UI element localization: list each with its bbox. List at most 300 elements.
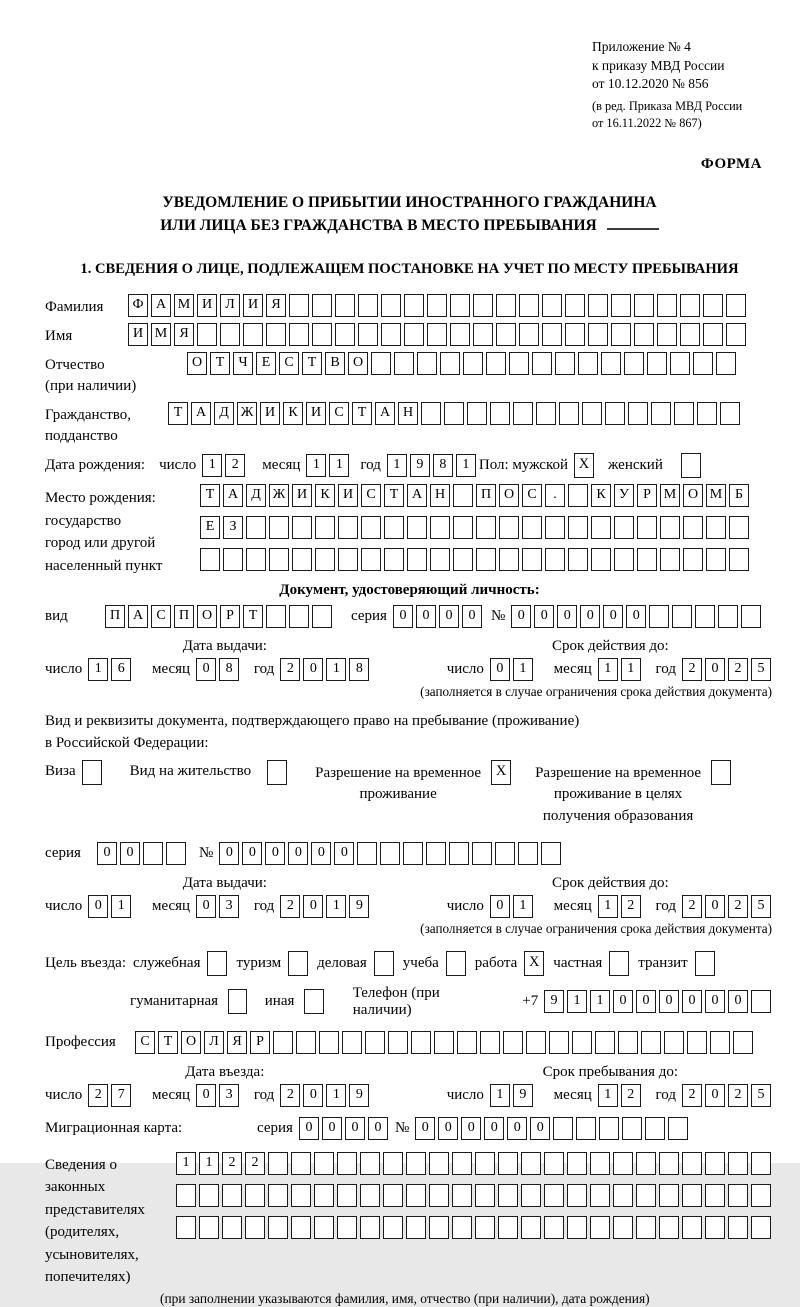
char-box[interactable]: Т xyxy=(158,1031,178,1054)
char-box[interactable]: Т xyxy=(352,402,372,425)
residence-expiry-day[interactable] xyxy=(490,895,536,918)
char-box[interactable]: С xyxy=(135,1031,155,1054)
char-box[interactable]: 0 xyxy=(196,895,216,918)
char-box[interactable] xyxy=(380,842,400,865)
char-box[interactable]: 0 xyxy=(322,1117,342,1140)
char-box[interactable]: О xyxy=(181,1031,201,1054)
char-box[interactable] xyxy=(672,605,692,628)
name-boxes[interactable] xyxy=(128,323,749,346)
phone-boxes[interactable] xyxy=(544,990,774,1013)
char-box[interactable] xyxy=(637,548,657,571)
char-box[interactable] xyxy=(289,294,309,317)
char-box[interactable]: 2 xyxy=(280,895,300,918)
iddoc-number-boxes[interactable] xyxy=(511,605,764,628)
sex-male-checkbox[interactable]: X xyxy=(574,453,594,478)
char-box[interactable]: 0 xyxy=(439,605,459,628)
purpose-study-checkbox[interactable] xyxy=(446,951,466,976)
char-box[interactable] xyxy=(544,1152,564,1175)
iddoc-issue-year[interactable] xyxy=(280,658,372,681)
char-box[interactable] xyxy=(199,1216,219,1239)
char-box[interactable]: С xyxy=(522,484,542,507)
char-box[interactable] xyxy=(200,548,220,571)
char-box[interactable]: 0 xyxy=(603,605,623,628)
char-box[interactable] xyxy=(268,1184,288,1207)
char-box[interactable] xyxy=(657,323,677,346)
char-box[interactable] xyxy=(338,516,358,539)
char-box[interactable]: 2 xyxy=(682,895,702,918)
char-box[interactable] xyxy=(683,548,703,571)
char-box[interactable] xyxy=(674,402,694,425)
char-box[interactable]: Р xyxy=(637,484,657,507)
char-box[interactable]: 0 xyxy=(438,1117,458,1140)
char-box[interactable] xyxy=(611,294,631,317)
char-box[interactable] xyxy=(407,516,427,539)
char-box[interactable] xyxy=(649,605,669,628)
char-box[interactable] xyxy=(476,516,496,539)
char-box[interactable] xyxy=(426,842,446,865)
char-box[interactable] xyxy=(572,1031,592,1054)
representatives-boxes-row2[interactable] xyxy=(176,1184,774,1207)
char-box[interactable]: 2 xyxy=(682,1084,702,1107)
char-box[interactable]: А xyxy=(223,484,243,507)
char-box[interactable] xyxy=(695,605,715,628)
char-box[interactable] xyxy=(498,1152,518,1175)
patronymic-boxes[interactable] xyxy=(187,352,739,375)
char-box[interactable]: 0 xyxy=(461,1117,481,1140)
char-box[interactable] xyxy=(314,1184,334,1207)
char-box[interactable] xyxy=(384,548,404,571)
char-box[interactable] xyxy=(434,1031,454,1054)
char-box[interactable] xyxy=(475,1216,495,1239)
char-box[interactable]: 0 xyxy=(219,842,239,865)
char-box[interactable]: 0 xyxy=(580,605,600,628)
char-box[interactable]: 0 xyxy=(242,842,262,865)
char-box[interactable] xyxy=(371,352,391,375)
char-box[interactable] xyxy=(647,352,667,375)
char-box[interactable] xyxy=(315,516,335,539)
char-box[interactable] xyxy=(513,402,533,425)
char-box[interactable] xyxy=(751,1152,771,1175)
char-box[interactable] xyxy=(659,1152,679,1175)
char-box[interactable]: И xyxy=(243,294,263,317)
char-box[interactable] xyxy=(599,1117,619,1140)
residence-expiry-year[interactable] xyxy=(682,895,774,918)
char-box[interactable] xyxy=(555,352,575,375)
char-box[interactable] xyxy=(243,323,263,346)
char-box[interactable]: 1 xyxy=(326,658,346,681)
char-box[interactable] xyxy=(605,402,625,425)
char-box[interactable] xyxy=(682,1152,702,1175)
char-box[interactable] xyxy=(710,1031,730,1054)
char-box[interactable]: 0 xyxy=(265,842,285,865)
char-box[interactable] xyxy=(498,1184,518,1207)
representatives-boxes-row3[interactable] xyxy=(176,1216,774,1239)
char-box[interactable] xyxy=(176,1216,196,1239)
char-box[interactable]: 1 xyxy=(329,454,349,477)
char-box[interactable]: У xyxy=(614,484,634,507)
char-box[interactable]: Л xyxy=(204,1031,224,1054)
char-box[interactable]: 1 xyxy=(199,1152,219,1175)
char-box[interactable] xyxy=(452,1184,472,1207)
purpose-other-checkbox[interactable] xyxy=(304,989,323,1014)
purpose-private-checkbox[interactable] xyxy=(609,951,629,976)
char-box[interactable]: 0 xyxy=(311,842,331,865)
char-box[interactable] xyxy=(429,1184,449,1207)
char-box[interactable]: 1 xyxy=(456,454,476,477)
char-box[interactable]: 1 xyxy=(202,454,222,477)
char-box[interactable] xyxy=(245,1216,265,1239)
char-box[interactable]: 3 xyxy=(219,1084,239,1107)
residence-expiry-month[interactable] xyxy=(598,895,644,918)
char-box[interactable]: 0 xyxy=(288,842,308,865)
char-box[interactable]: 2 xyxy=(728,895,748,918)
char-box[interactable]: 1 xyxy=(513,895,533,918)
char-box[interactable] xyxy=(567,1152,587,1175)
char-box[interactable]: Л xyxy=(220,294,240,317)
char-box[interactable] xyxy=(544,1216,564,1239)
char-box[interactable]: 2 xyxy=(222,1152,242,1175)
char-box[interactable] xyxy=(406,1152,426,1175)
char-box[interactable]: 2 xyxy=(682,658,702,681)
char-box[interactable] xyxy=(682,1184,702,1207)
char-box[interactable] xyxy=(176,1184,196,1207)
char-box[interactable]: 8 xyxy=(349,658,369,681)
residence-series-boxes[interactable] xyxy=(97,842,189,865)
char-box[interactable] xyxy=(624,352,644,375)
char-box[interactable] xyxy=(383,1216,403,1239)
char-box[interactable]: Р xyxy=(250,1031,270,1054)
char-box[interactable] xyxy=(312,294,332,317)
char-box[interactable]: 1 xyxy=(387,454,407,477)
iddoc-issue-month[interactable] xyxy=(196,658,242,681)
char-box[interactable] xyxy=(726,294,746,317)
char-box[interactable]: Н xyxy=(430,484,450,507)
char-box[interactable]: И xyxy=(292,484,312,507)
char-box[interactable] xyxy=(291,1152,311,1175)
char-box[interactable] xyxy=(542,294,562,317)
char-box[interactable]: 6 xyxy=(111,658,131,681)
char-box[interactable] xyxy=(407,548,427,571)
char-box[interactable] xyxy=(591,548,611,571)
char-box[interactable] xyxy=(453,516,473,539)
char-box[interactable]: Д xyxy=(214,402,234,425)
char-box[interactable]: 1 xyxy=(598,1084,618,1107)
char-box[interactable] xyxy=(590,1152,610,1175)
stay-month[interactable] xyxy=(598,1084,644,1107)
char-box[interactable]: 0 xyxy=(682,990,702,1013)
char-box[interactable] xyxy=(427,294,447,317)
migration-card-series-boxes[interactable] xyxy=(299,1117,391,1140)
char-box[interactable]: 0 xyxy=(490,658,510,681)
char-box[interactable] xyxy=(495,842,515,865)
char-box[interactable] xyxy=(480,1031,500,1054)
char-box[interactable]: Б xyxy=(729,484,749,507)
sex-female-checkbox[interactable] xyxy=(681,453,701,478)
char-box[interactable] xyxy=(559,402,579,425)
char-box[interactable] xyxy=(613,1216,633,1239)
char-box[interactable] xyxy=(705,1216,725,1239)
char-box[interactable] xyxy=(706,516,726,539)
char-box[interactable] xyxy=(636,1216,656,1239)
char-box[interactable]: 1 xyxy=(490,1084,510,1107)
char-box[interactable]: П xyxy=(174,605,194,628)
char-box[interactable]: 3 xyxy=(219,895,239,918)
char-box[interactable] xyxy=(289,605,309,628)
char-box[interactable] xyxy=(728,1152,748,1175)
char-box[interactable]: Т xyxy=(200,484,220,507)
purpose-business-checkbox[interactable] xyxy=(374,951,394,976)
char-box[interactable] xyxy=(450,323,470,346)
char-box[interactable] xyxy=(335,294,355,317)
char-box[interactable] xyxy=(614,548,634,571)
char-box[interactable]: 0 xyxy=(462,605,482,628)
char-box[interactable]: 0 xyxy=(705,990,725,1013)
char-box[interactable] xyxy=(518,842,538,865)
char-box[interactable] xyxy=(591,516,611,539)
char-box[interactable] xyxy=(567,1184,587,1207)
char-box[interactable] xyxy=(453,484,473,507)
char-box[interactable] xyxy=(716,352,736,375)
char-box[interactable] xyxy=(611,323,631,346)
char-box[interactable]: О xyxy=(683,484,703,507)
char-box[interactable]: 1 xyxy=(326,895,346,918)
char-box[interactable] xyxy=(637,516,657,539)
char-box[interactable]: С xyxy=(361,484,381,507)
char-box[interactable] xyxy=(680,294,700,317)
char-box[interactable] xyxy=(614,516,634,539)
char-box[interactable] xyxy=(682,1216,702,1239)
char-box[interactable] xyxy=(222,1216,242,1239)
char-box[interactable] xyxy=(536,402,556,425)
char-box[interactable]: Т xyxy=(210,352,230,375)
char-box[interactable] xyxy=(636,1184,656,1207)
char-box[interactable] xyxy=(457,1031,477,1054)
char-box[interactable] xyxy=(381,294,401,317)
residence-issue-year[interactable] xyxy=(280,895,372,918)
char-box[interactable] xyxy=(498,1216,518,1239)
char-box[interactable]: О xyxy=(187,352,207,375)
char-box[interactable]: С xyxy=(279,352,299,375)
birth-day-boxes[interactable] xyxy=(202,454,248,477)
char-box[interactable]: 2 xyxy=(245,1152,265,1175)
char-box[interactable]: 9 xyxy=(349,1084,369,1107)
stay-year[interactable] xyxy=(682,1084,774,1107)
entry-month[interactable] xyxy=(196,1084,242,1107)
char-box[interactable]: И xyxy=(338,484,358,507)
char-box[interactable] xyxy=(503,1031,523,1054)
char-box[interactable] xyxy=(222,1184,242,1207)
rvp-education-checkbox[interactable] xyxy=(711,760,731,785)
iddoc-series-boxes[interactable] xyxy=(393,605,485,628)
char-box[interactable] xyxy=(314,1216,334,1239)
char-box[interactable] xyxy=(733,1031,753,1054)
char-box[interactable]: 5 xyxy=(751,1084,771,1107)
char-box[interactable]: Т xyxy=(168,402,188,425)
char-box[interactable] xyxy=(521,1184,541,1207)
char-box[interactable] xyxy=(751,990,771,1013)
char-box[interactable] xyxy=(430,516,450,539)
char-box[interactable] xyxy=(522,548,542,571)
migration-card-number-boxes[interactable] xyxy=(415,1117,691,1140)
char-box[interactable]: 0 xyxy=(345,1117,365,1140)
char-box[interactable]: 2 xyxy=(280,658,300,681)
char-box[interactable] xyxy=(729,516,749,539)
surname-boxes[interactable] xyxy=(128,294,749,317)
char-box[interactable]: Я xyxy=(266,294,286,317)
char-box[interactable] xyxy=(509,352,529,375)
char-box[interactable] xyxy=(388,1031,408,1054)
char-box[interactable]: Е xyxy=(200,516,220,539)
char-box[interactable] xyxy=(645,1117,665,1140)
char-box[interactable] xyxy=(720,402,740,425)
char-box[interactable] xyxy=(660,548,680,571)
char-box[interactable]: Ж xyxy=(237,402,257,425)
char-box[interactable] xyxy=(360,1184,380,1207)
char-box[interactable] xyxy=(590,1184,610,1207)
char-box[interactable] xyxy=(273,1031,293,1054)
iddoc-expiry-day[interactable] xyxy=(490,658,536,681)
char-box[interactable] xyxy=(220,323,240,346)
char-box[interactable] xyxy=(450,294,470,317)
char-box[interactable]: Я xyxy=(227,1031,247,1054)
residence-issue-day[interactable] xyxy=(88,895,134,918)
char-box[interactable] xyxy=(576,1117,596,1140)
char-box[interactable] xyxy=(657,294,677,317)
char-box[interactable] xyxy=(453,548,473,571)
char-box[interactable]: С xyxy=(329,402,349,425)
char-box[interactable] xyxy=(526,1031,546,1054)
char-box[interactable] xyxy=(449,842,469,865)
char-box[interactable] xyxy=(312,323,332,346)
char-box[interactable] xyxy=(751,1216,771,1239)
char-box[interactable] xyxy=(411,1031,431,1054)
char-box[interactable] xyxy=(403,842,423,865)
char-box[interactable]: 0 xyxy=(530,1117,550,1140)
char-box[interactable]: 0 xyxy=(368,1117,388,1140)
char-box[interactable] xyxy=(545,548,565,571)
char-box[interactable] xyxy=(519,294,539,317)
char-box[interactable]: 0 xyxy=(490,895,510,918)
char-box[interactable] xyxy=(268,1152,288,1175)
char-box[interactable] xyxy=(545,516,565,539)
char-box[interactable]: Т xyxy=(243,605,263,628)
char-box[interactable] xyxy=(289,323,309,346)
char-box[interactable]: Т xyxy=(302,352,322,375)
char-box[interactable] xyxy=(703,323,723,346)
char-box[interactable] xyxy=(613,1184,633,1207)
char-box[interactable]: 1 xyxy=(598,658,618,681)
char-box[interactable]: 9 xyxy=(544,990,564,1013)
char-box[interactable] xyxy=(246,548,266,571)
char-box[interactable] xyxy=(729,548,749,571)
char-box[interactable]: 1 xyxy=(88,658,108,681)
birth-year-boxes[interactable] xyxy=(387,454,479,477)
char-box[interactable] xyxy=(440,352,460,375)
char-box[interactable]: А xyxy=(191,402,211,425)
char-box[interactable] xyxy=(590,1216,610,1239)
char-box[interactable] xyxy=(549,1031,569,1054)
char-box[interactable] xyxy=(751,1184,771,1207)
char-box[interactable] xyxy=(544,1184,564,1207)
char-box[interactable]: 2 xyxy=(728,658,748,681)
char-box[interactable]: 1 xyxy=(567,990,587,1013)
residence-issue-month[interactable] xyxy=(196,895,242,918)
char-box[interactable] xyxy=(521,1216,541,1239)
char-box[interactable] xyxy=(496,294,516,317)
birth-month-boxes[interactable] xyxy=(306,454,352,477)
char-box[interactable] xyxy=(660,516,680,539)
char-box[interactable]: 0 xyxy=(705,658,725,681)
char-box[interactable] xyxy=(361,516,381,539)
char-box[interactable] xyxy=(486,352,506,375)
char-box[interactable] xyxy=(266,605,286,628)
char-box[interactable] xyxy=(291,1184,311,1207)
char-box[interactable] xyxy=(705,1184,725,1207)
char-box[interactable]: 0 xyxy=(557,605,577,628)
char-box[interactable] xyxy=(223,548,243,571)
citizenship-boxes[interactable] xyxy=(168,402,743,425)
char-box[interactable]: 0 xyxy=(299,1117,319,1140)
char-box[interactable] xyxy=(429,1216,449,1239)
char-box[interactable]: 0 xyxy=(636,990,656,1013)
char-box[interactable]: 0 xyxy=(303,895,323,918)
char-box[interactable]: 1 xyxy=(326,1084,346,1107)
char-box[interactable]: 0 xyxy=(659,990,679,1013)
char-box[interactable] xyxy=(703,294,723,317)
char-box[interactable] xyxy=(565,294,585,317)
char-box[interactable] xyxy=(659,1184,679,1207)
char-box[interactable] xyxy=(473,294,493,317)
char-box[interactable]: Я xyxy=(174,323,194,346)
char-box[interactable]: Е xyxy=(256,352,276,375)
char-box[interactable]: З xyxy=(223,516,243,539)
char-box[interactable] xyxy=(706,548,726,571)
char-box[interactable]: М xyxy=(174,294,194,317)
char-box[interactable] xyxy=(358,294,378,317)
char-box[interactable] xyxy=(143,842,163,865)
iddoc-kind-boxes[interactable] xyxy=(105,605,335,628)
char-box[interactable]: Т xyxy=(384,484,404,507)
char-box[interactable]: А xyxy=(151,294,171,317)
char-box[interactable] xyxy=(296,1031,316,1054)
char-box[interactable]: 0 xyxy=(416,605,436,628)
char-box[interactable]: 9 xyxy=(410,454,430,477)
char-box[interactable] xyxy=(246,516,266,539)
iddoc-issue-day[interactable] xyxy=(88,658,134,681)
char-box[interactable]: 0 xyxy=(97,842,117,865)
char-box[interactable]: 0 xyxy=(88,895,108,918)
char-box[interactable] xyxy=(499,516,519,539)
char-box[interactable]: 1 xyxy=(598,895,618,918)
char-box[interactable]: 0 xyxy=(120,842,140,865)
purpose-transit-checkbox[interactable] xyxy=(695,951,715,976)
char-box[interactable]: Н xyxy=(398,402,418,425)
char-box[interactable] xyxy=(315,548,335,571)
purpose-work-checkbox[interactable]: X xyxy=(524,951,544,976)
char-box[interactable]: А xyxy=(128,605,148,628)
char-box[interactable] xyxy=(680,323,700,346)
char-box[interactable]: М xyxy=(706,484,726,507)
char-box[interactable] xyxy=(634,323,654,346)
char-box[interactable] xyxy=(519,323,539,346)
char-box[interactable] xyxy=(490,402,510,425)
char-box[interactable]: А xyxy=(375,402,395,425)
char-box[interactable] xyxy=(628,402,648,425)
char-box[interactable] xyxy=(532,352,552,375)
char-box[interactable] xyxy=(726,323,746,346)
char-box[interactable] xyxy=(404,323,424,346)
stay-day[interactable] xyxy=(490,1084,536,1107)
